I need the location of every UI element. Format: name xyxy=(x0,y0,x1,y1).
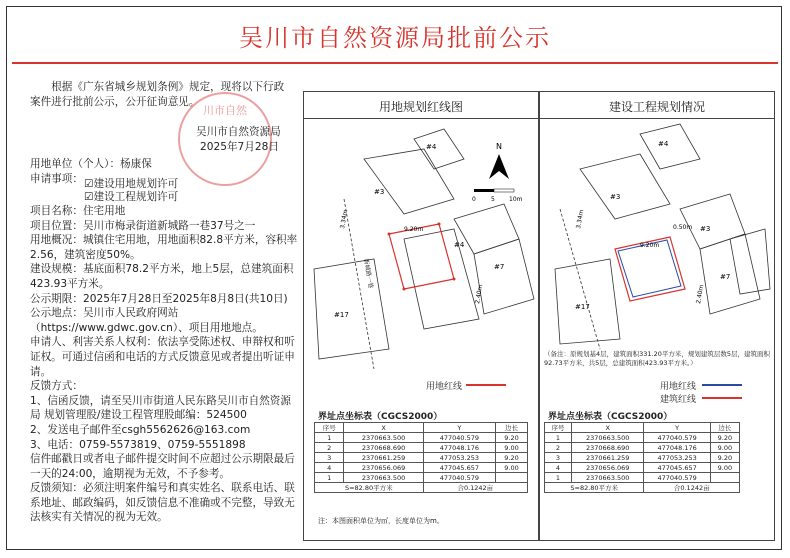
cell: 2370663.500 xyxy=(344,473,423,483)
cell: 477040.579 xyxy=(644,433,710,443)
dim-label-2: 2.40m xyxy=(695,284,706,305)
deadline-note: 信件邮戳日或者电子邮件提交时间不应超过公示期限最后一天的24:00，逾期视为无效，不予参考。 xyxy=(30,453,295,480)
matter-2: ☑建设工程规划许可 xyxy=(84,191,179,203)
lot-outline-3 xyxy=(580,154,670,219)
cell: 9.00 xyxy=(710,463,739,473)
boundary-point-4 xyxy=(403,288,406,291)
lot-outline-3-right xyxy=(680,194,745,249)
boundary-point-2 xyxy=(438,223,441,226)
cell: 3 xyxy=(545,453,572,463)
title-divider xyxy=(12,62,778,64)
cell: 9.00 xyxy=(496,443,528,453)
cell: 9.00 xyxy=(496,463,528,473)
cell: 2370668.690 xyxy=(344,443,423,453)
cell: 477053.253 xyxy=(423,453,495,463)
col-x: X xyxy=(344,423,423,433)
cell: 477045.657 xyxy=(644,463,710,473)
feedback-email: 2、发送电子邮件至csgh5562626@163.com xyxy=(30,423,251,436)
road-centerline xyxy=(560,209,600,349)
land-plan-panel xyxy=(303,91,539,541)
cell: 1 xyxy=(545,433,572,443)
lot-label-3: #3 xyxy=(374,188,385,196)
cell: 477040.579 xyxy=(423,433,495,443)
scale-bar xyxy=(474,189,514,192)
cell: 9.20 xyxy=(496,453,528,463)
table-row xyxy=(545,453,740,463)
legend-blue-line xyxy=(702,384,742,386)
table-row xyxy=(315,433,528,443)
coord-table-header xyxy=(545,423,740,433)
land-plan-title: 用地规划红线图 xyxy=(378,100,463,114)
col-index: 序号 xyxy=(545,423,572,433)
table-row xyxy=(315,453,528,463)
construction-plan-title: 建设工程规划情况 xyxy=(608,100,705,114)
col-index: 序号 xyxy=(315,423,344,433)
scale-segment-2 xyxy=(494,189,514,192)
dim-label-3: 9.20m xyxy=(404,226,424,233)
project-name: 项目名称：住宅用地 xyxy=(30,205,126,217)
issue-date: 2025年7月28日 xyxy=(200,141,279,153)
construction-plan-panel xyxy=(539,91,775,541)
legend-land-line: 用地红线 xyxy=(426,382,463,392)
lot-outline-3 xyxy=(364,149,454,214)
coord-table-title-right: 界址点坐标表（CGCS2000） xyxy=(548,412,673,422)
scale-segment-1 xyxy=(474,189,494,192)
cell: 9.20 xyxy=(710,453,739,463)
col-x: X xyxy=(571,423,644,433)
cell: 477040.579 xyxy=(423,473,495,483)
cell: 3 xyxy=(315,453,344,463)
construction-scale: 建设规模：基底面积78.2平方米，地上5层，总建筑面积423.93平方米。 xyxy=(30,263,294,290)
boundary-point-3 xyxy=(453,278,456,281)
matter-list xyxy=(84,178,178,204)
legend-building-line: 建筑红线 xyxy=(660,395,697,405)
table-footnote: 注：本图面积单位为㎡，长度单位为m。 xyxy=(318,517,444,525)
seal-text: 川市自然 xyxy=(203,104,247,117)
road-label: 新城路一巷 xyxy=(362,258,375,289)
land-red-line xyxy=(389,224,454,289)
table-row xyxy=(315,473,528,483)
matter-label: 申请事项： xyxy=(30,172,83,185)
cell: 9.00 xyxy=(710,443,739,453)
lot-label-17: #17 xyxy=(334,311,349,319)
cell: 2 xyxy=(315,443,344,453)
north-arrow xyxy=(489,154,509,179)
feedback-mail: 1、信函反馈，请至吴川市街道人民东路吴川市自然资源局 规划管理股/建设工程管理股邮编：524500 xyxy=(30,394,291,422)
dim-label-1: 3.34m xyxy=(575,209,586,230)
dim-label-3: 9.20m xyxy=(640,242,660,249)
legend-red-line xyxy=(466,384,506,386)
cell: 2370661.259 xyxy=(571,453,644,463)
feedback-phone: 3、电话：0759-5573819、0759-5551898 xyxy=(30,438,246,451)
coord-table-title-left: 界址点坐标表（CGCS2000） xyxy=(318,412,443,422)
intro-text: 根据《广东省城乡规划条例》规定，现将以下行政案件进行批前公示，公开征询意见。 xyxy=(30,81,285,108)
table-summary-row xyxy=(545,483,740,493)
table-row xyxy=(315,463,528,473)
cell: 2 xyxy=(545,443,572,453)
rights: 申请人、利害关系人权利：依法享受陈述权、申辩权和听证权。可通过信函和电话的方式反馈意见或者提出听证申请。 xyxy=(30,336,295,378)
coord-table-right xyxy=(544,422,740,493)
cell: 2370656.069 xyxy=(344,463,423,473)
scale-label-5: 5 xyxy=(491,196,495,203)
cell: 4 xyxy=(315,463,344,473)
legend-land-line: 用地红线 xyxy=(660,382,697,392)
lot-outline-6 xyxy=(730,229,770,294)
table-row xyxy=(545,463,740,473)
construction-plan-drawing xyxy=(540,119,774,349)
col-length: 边长 xyxy=(496,423,528,433)
boundary-point-1 xyxy=(388,233,391,236)
table-row xyxy=(315,443,528,453)
lot-label-4-top: #4 xyxy=(426,143,437,151)
scale-label-10: 10m xyxy=(509,196,523,203)
project-details xyxy=(30,204,298,525)
feedback-notice: 反馈须知：必须注明案件编号和真实姓名、联系电话、联系地址、邮政编码，如反馈信息不准确或不完整，导致无法核实有关情况的视为无效。 xyxy=(30,482,295,524)
col-y: Y xyxy=(644,423,710,433)
summary-area: S=82.80平方米 xyxy=(315,483,424,493)
col-length: 边长 xyxy=(710,423,739,433)
summary-area: S=82.80平方米 xyxy=(545,483,644,493)
cell: 2370656.069 xyxy=(571,463,644,473)
neighbor-outline xyxy=(404,229,479,329)
table-summary-row xyxy=(315,483,528,493)
cell: 477045.657 xyxy=(423,463,495,473)
publicity-period: 公示期限：2025年7月28日至2025年8月8日(共10日) xyxy=(30,292,288,305)
north-label: N xyxy=(496,142,502,151)
applicant: 用地单位（个人）：杨康保 xyxy=(30,158,152,170)
cell: 9.20 xyxy=(496,433,528,443)
cell: 1 xyxy=(315,433,344,443)
coord-table-header xyxy=(315,423,528,433)
cell: 4 xyxy=(545,463,572,473)
dim-label-4: 0.50m xyxy=(673,224,693,231)
page-title: 吴川市自然资源局批前公示 xyxy=(239,24,551,52)
cell: 2370661.259 xyxy=(344,453,423,463)
cell: 2370663.500 xyxy=(571,473,644,483)
issuer: 吴川市自然资源局 xyxy=(196,126,281,138)
north-arrow-icon xyxy=(489,154,509,179)
matter-1: ☑建设用地规划许可 xyxy=(84,178,179,190)
lot-label-17: #17 xyxy=(575,303,590,311)
lot-label-4: #4 xyxy=(454,241,465,249)
land-situation: 用地概况：城镇住宅用地，用地面积82.8平方米，容积率2.56，建筑密度50%。 xyxy=(30,234,298,261)
publicity-place: 公示地点：吴川市人民政府网站（https://www.gdwc.gov.cn）、项目用地地点。 xyxy=(30,307,263,334)
lot-outline-17 xyxy=(555,259,620,344)
cell: 477048.176 xyxy=(644,443,710,453)
scale-label-0: 0 xyxy=(472,196,476,203)
lot-outline-7 xyxy=(474,239,534,314)
land-plan-drawing xyxy=(304,119,538,369)
cell: 477048.176 xyxy=(423,443,495,453)
cell xyxy=(496,473,528,483)
lot-outline-4-top xyxy=(414,129,464,169)
project-location: 项目位置：吴川市梅录街道新城路一巷37号之一 xyxy=(30,219,256,232)
lot-label-7: #7 xyxy=(720,273,731,281)
summary-area-mu: 合0.1242亩 xyxy=(644,483,740,493)
cell xyxy=(710,473,739,483)
table-row xyxy=(545,433,740,443)
cell: 9.20 xyxy=(710,433,739,443)
lot-label-7: #7 xyxy=(494,263,505,271)
cell: 477053.253 xyxy=(644,453,710,463)
lot-label-3: #3 xyxy=(610,193,621,201)
cell: 2370668.690 xyxy=(571,443,644,453)
cell: 2370663.500 xyxy=(344,433,423,443)
lot-label-3-right: #3 xyxy=(700,225,711,233)
dim-label-1: 3.34m xyxy=(339,209,350,230)
coord-table-left xyxy=(314,422,528,493)
dim-label-2: 2.40m xyxy=(474,284,485,305)
cell: 2370663.500 xyxy=(571,433,644,443)
construction-note: （备注：原规划基4层，建筑面积331.20平方米，规划建筑层数5层，建筑面积92.73平方米，共5层，总建筑面积423.93平方米。） xyxy=(544,350,771,367)
summary-area-mu: 合0.1242亩 xyxy=(423,483,527,493)
lot-label-4-top: #4 xyxy=(658,140,669,148)
table-row xyxy=(545,443,740,453)
cell: 1 xyxy=(545,473,572,483)
cell: 477040.579 xyxy=(644,473,710,483)
feedback-label: 反馈方式： xyxy=(30,380,83,393)
col-y: Y xyxy=(423,423,495,433)
lot-outline-17 xyxy=(314,259,389,359)
cell: 1 xyxy=(315,473,344,483)
table-row xyxy=(545,473,740,483)
lot-outline-4-top xyxy=(640,124,700,169)
legend-red-line xyxy=(702,397,742,399)
